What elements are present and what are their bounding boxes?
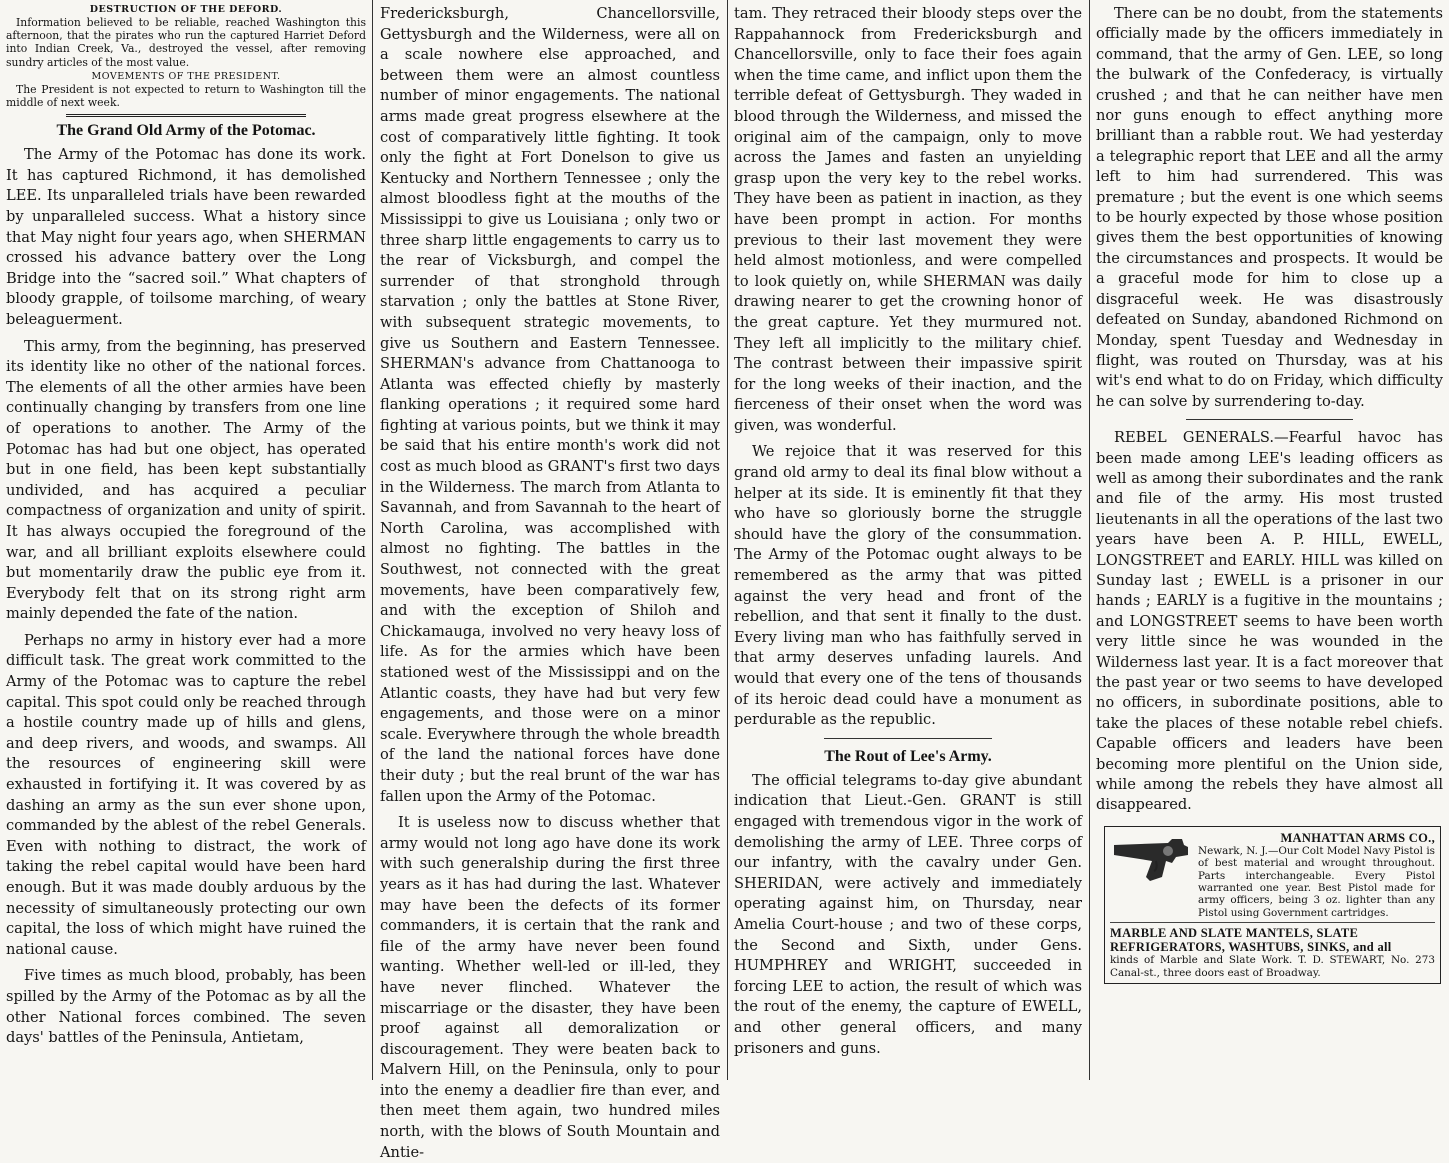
- pistol-icon: [1110, 831, 1192, 887]
- rebel-generals-paragraph: REBEL GENERALS.—Fearful havoc has been made among LEE's leading officers as well as among their subordinates and the rank and file of the army. His most trusted lieutenants in all the operations of the last two years have been A. P. HILL, EWELL, LONGSTREET and EARLY. HILL was killed on Sunday last ; EWELL is a prisoner in our hands ; EARLY is a fugitive in the mountains ; and LONGSTREET seems to have been worth very little since he was wounded in the Wilderness last year. It is a fact moreover that the past year or two seems to have developed no officers, in subordinate positions, able to take the places of these notable rebel chiefs. Capable officers and leaders have been becoming more plentiful on the Union side, while among the rebels they have almost all disappeared.: [1096, 429, 1443, 814]
- paragraph: Five times as much blood, probably, has been spilled by the Army of the Potomac as by all the other National forces combined. The seven days' battles of the Peninsula, Antietam,: [6, 967, 366, 1047]
- movements-headline: MOVEMENTS OF THE PRESIDENT.: [91, 70, 281, 82]
- double-rule: [66, 114, 306, 117]
- paragraph: This army, from the beginning, has preserved its identity like no other of the national forces. The elements of all the other armies have been continually changing by transfers from one line of operations to another. The Army of the Potomac has had but one object, has operated but in one field, has been kept substantially undivided, and has acquired a peculiar compactness of organization and unity of spirit. It has always occupied the foreground of the war, and all brilliant exploits elsewhere could but momentarily draw the public eye from it. Everybody felt that on its strong right arm mainly depended the fate of the nation.: [6, 337, 366, 623]
- column-rule: [372, 0, 373, 1080]
- advertisement-box: [1104, 826, 1441, 984]
- section-rule: [824, 738, 992, 739]
- paragraph: Fredericksburgh, Chancellorsville, Gettysburgh and the Wilderness, were all on a scale nowhere else approached, and between them were an almost countless number of minor engagements. The national arms made great progress elsewhere at the cost of comparatively little fighting. It took only the fight at Fort Donelson to give us Kentucky and Northern Tennessee ; only the almost bloodless fight at the mouths of the Mississippi to give us Louisiana ; only two or three sharp little engagements to carry us to the rear of Vicksburgh, and compel the surrender of that stronghold through starvation ; only the battles at Stone River, with subsequent strategic movements, to give us Southern and Eastern Tennessee. SHERMAN's advance from Chattanooga to Atlanta was effected chiefly by masterly flanking operations ; it required some hard fighting at various points, but we think it may be said that his entire month's work did not cost as much blood as GRANT's first two days in the Wilderness. The march from Atlanta to Savannah, and from Savannah to the heart of North Carolina, was accomplished with almost no fighting. The battles in the Southwest, not connected with the great movements, have been comparatively few, and with the exception of Shiloh and Chickamauga, involved no very heavy loss of life. As for the armies which have been stationed west of the Mississippi and on the Atlantic coasts, they have had but very few engagements, and those were on a minor scale. Everywhere through the whole breadth of the land the national forces have done their duty ; but the real brunt of the war has fallen upon the Army of the Potomac.: [380, 5, 720, 805]
- article-title-rout-of-lee: The Rout of Lee's Army.: [824, 747, 992, 765]
- destruction-headline: DESTRUCTION OF THE DEFORD.: [89, 4, 283, 15]
- destruction-text: Information believed to be reliable, reached Washington this afternoon, that the pirates who run the captured Harriet Deford into Indian Creek, Va., destroyed the vessel, after removing sundry articles of the most value.: [6, 16, 366, 69]
- paragraph: We rejoice that it was reserved for this grand old army to deal its final blow without a helper at its side. It is eminently fit that they who have so gloriously borne the struggle should have the glory of the consummation. The Army of the Potomac ought always to be remembered as the army that was pitted against the very head and front of the rebellion, and that sent it finally to the dust. Every living man who has faithfully served in that army deserves unfading laurels. And would that every one of the tens of thousands of its heroic dead could have a monument as perdurable as the republic.: [734, 443, 1082, 729]
- paragraph: Perhaps no army in history ever had a more difficult task. The great work committed to the Army of the Potomac was to capture the rebel capital. This spot could only be reached through a hostile country made up of hills and glens, and deep rivers, and woods, and swamps. All the resources of engineering skill were exhausted in fortifying it. It was covered by as dashing an army as the sun ever shone upon, commanded by the ablest of the rebel Generals. Even with nothing to distract, the work of taking the rebel capital would have been hard enough. But it was made doubly arduous by the necessity of simultaneously protecting our own capital, the loss of which might have ruined the national cause.: [6, 631, 366, 958]
- paragraph: There can be no doubt, from the statements officially made by the officers immediately in command, that the army of Gen. LEE, so long the bulwark of the Confederacy, is virtually crushed ; and that he can neither have men nor guns enough to effect anything more brilliant than a rabble rout. We had yesterday a telegraphic report that LEE and all the army left to him had surrendered. This was premature ; but the event is one which seems to be hourly expected by those whose position gives them the best opportunities of knowing the circumstances and prospects. It would be a graceful mode for him to close up a disgraceful week. He was disastrously defeated on Sunday, abandoned Richmond on Monday, spent Tuesday and Wednesday in flight, was routed on Thursday, was at his wit's end what to do on Friday, which difficulty he can solve by surrendering to-day.: [1096, 5, 1443, 410]
- column-3: [728, 0, 1088, 1080]
- manhattan-arms-title: MANHATTAN ARMS CO.,: [1280, 830, 1435, 845]
- article-title-grand-old-army: The Grand Old Army of the Potomac.: [56, 122, 316, 140]
- manhattan-arms-text: Newark, N. J.—Our Colt Model Navy Pistol is of best material and wrought throughout. Parts interchangeable. Every Pistol warranted one year. Best Pistol made for army officers, being 3 oz. lighter than any Pistol using Government cartridges.: [1198, 844, 1435, 919]
- marble-mantels-title: MARBLE AND SLATE MANTELS, SLATE REFRIGERATORS, WASHTUBS, SINKS, and all: [1110, 926, 1392, 955]
- marble-mantels-text: kinds of Marble and Slate Work. T. D. STEWART, No. 273 Canal-st., three doors east of Broadway.: [1110, 954, 1435, 979]
- paragraph: The Army of the Potomac has done its work. It has captured Richmond, it has demolished LEE. Its unparalleled trials have been rewarded by unparalleled success. What a history since that May night four years ago, when SHERMAN crossed his advance battery over the Long Bridge into the “sacred soil.” What chapters of bloody grapple, of toilsome marching, of weary beleaguerment.: [6, 146, 366, 328]
- column-1: [0, 0, 372, 1080]
- section-rule: [1186, 419, 1353, 420]
- paragraph: It is useless now to discuss whether that army would not long ago have done its work with such generalship during the first three years as it has had during the last. Whatever may have been the defects of its former commanders, it is certain that the rank and file of the army have never been found wanting. Whether well-led or ill-led, they have never flinched. Whatever the miscarriage or the disaster, they have been proof against all demoralization or discouragement. They were beaten back to Malvern Hill, on the Peninsula, only to pour into the enemy a deadlier fire than ever, and then meet them again, two hundred miles north, with the blows of South Mountain and Antie-: [380, 814, 720, 1161]
- movements-text: The President is not expected to return to Washington till the middle of next week.: [6, 82, 366, 110]
- paragraph: The official telegrams to-day give abundant indication that Lieut.-Gen. GRANT is still engaged with tremendous vigor in the work of demolishing the army of LEE. Three corps of our infantry, with the cavalry under Gen. SHERIDAN, were actively and immediately operating against him, on Thursday, near Amelia Court-house ; and two of these corps, the Second and Sixth, under Gens. HUMPHREY and WRIGHT, succeeded in forcing LEE to action, the result of which was the rout of the enemy, the capture of EWELL, and other general officers, and many prisoners and guns.: [734, 771, 1082, 1057]
- paragraph: tam. They retraced their bloody steps over the Rappahannock from Fredericksburgh and Chancellorsville, only to face their foes again when the time came, and inflict upon them the terrible defeat of Gettysburgh. They waded in blood through the Wilderness, and missed the original aim of the campaign, only to move across the James and fasten an unyielding grasp upon the very key to the rebel works. They have been as patient in inaction, as they have been prompt in action. For months previous to their last movement they were held almost motionless, and were compelled to look quietly on, while SHERMAN was daily drawing nearer to get the crowning honor of the great capture. Yet they murmured not. They left all implicitly to the military chief. The contrast between their impassive spirit for the long weeks of their inaction, and the fierceness of their onset when the word was given, was wonderful.: [734, 5, 1082, 434]
- column-2: [374, 0, 726, 1161]
- column-4: [1090, 0, 1449, 1080]
